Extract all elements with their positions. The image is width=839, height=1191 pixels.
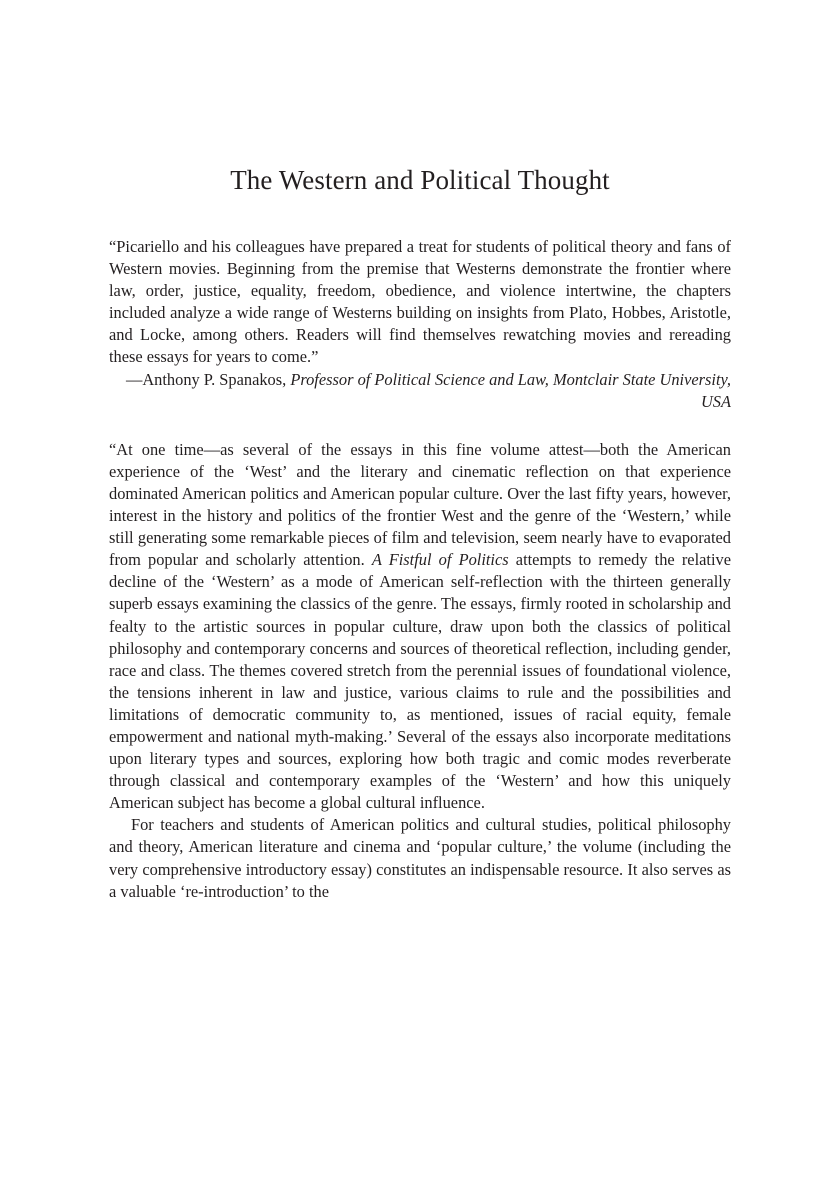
blurb-second-continuation: For teachers and students of American politics and cultural studies, political philosophy and theory, American literature and cinema and ‘popular culture,’ the volume (including the very comprehensive introductory essay) constitutes an indispensable resource. It also serves as a valuable ‘re-introduction’ to the <box>109 815 731 901</box>
blurb-second-text-after: attempts to remedy the relative decline of the ‘Western’ as a mode of American self-reflection with the thirteen generally superb essays examining the classics of the genre. The essays, firmly rooted in scholarship and fealty to the artistic sources in popular culture, draw upon both the classics of political philosophy and contemporary concerns and sources of theoretical reflection, including gender, race and class. The themes covered stretch from the perennial issues of foundational violence, the tensions inherent in law and justice, various claims to rule and the possibilities and limitations of democratic community to, as mentioned, issues of racial equity, female empowerment and national myth-making.’ Several of the essays also incorporate meditations upon literary types and sources, exploring how both tragic and comic modes reverberate through classical and contemporary examples of the ‘Western’ and how this uniquely American subject has become a global cultural influence. <box>109 550 731 813</box>
section-gap <box>109 413 731 439</box>
book-title: A Fistful of Politics <box>371 550 509 570</box>
attribution-role: Professor of Political Science and Law, Montclair State University, USA <box>290 369 731 411</box>
page-title: The Western and Political Thought <box>230 165 610 195</box>
blurb-second <box>109 439 731 815</box>
page-content <box>109 160 731 903</box>
blurb-second-text-before: “At one time—as several of the essays in this fine volume attest—both the American experience of the ‘West’ and the literary and cinematic reflection on that experience dominated American politics and American popular culture. Over the last fifty years, however, interest in the history and politics of the frontier West and the genre of the ‘Western,’ while still generating some remarkable pieces of film and television, seem nearly have to evaporated from popular and scholarly attention. <box>109 439 731 570</box>
attribution-name: —Anthony P. Spanakos, <box>125 369 291 389</box>
attribution-spanakos <box>109 369 731 413</box>
blurb-spanakos: “Picariello and his colleagues have prepared a treat for students of political theory and fans of Western movies. Beginning from the premise that Westerns demonstrate the frontier where law, order, justice, equality, freedom, obedience, and violence intertwine, the chapters included analyze a wide range of Westerns building on insights from Plato, Hobbes, Aristotle, and Locke, among others. Readers will find themselves rewatching movies and rereading these essays for years to come.” <box>109 237 731 367</box>
